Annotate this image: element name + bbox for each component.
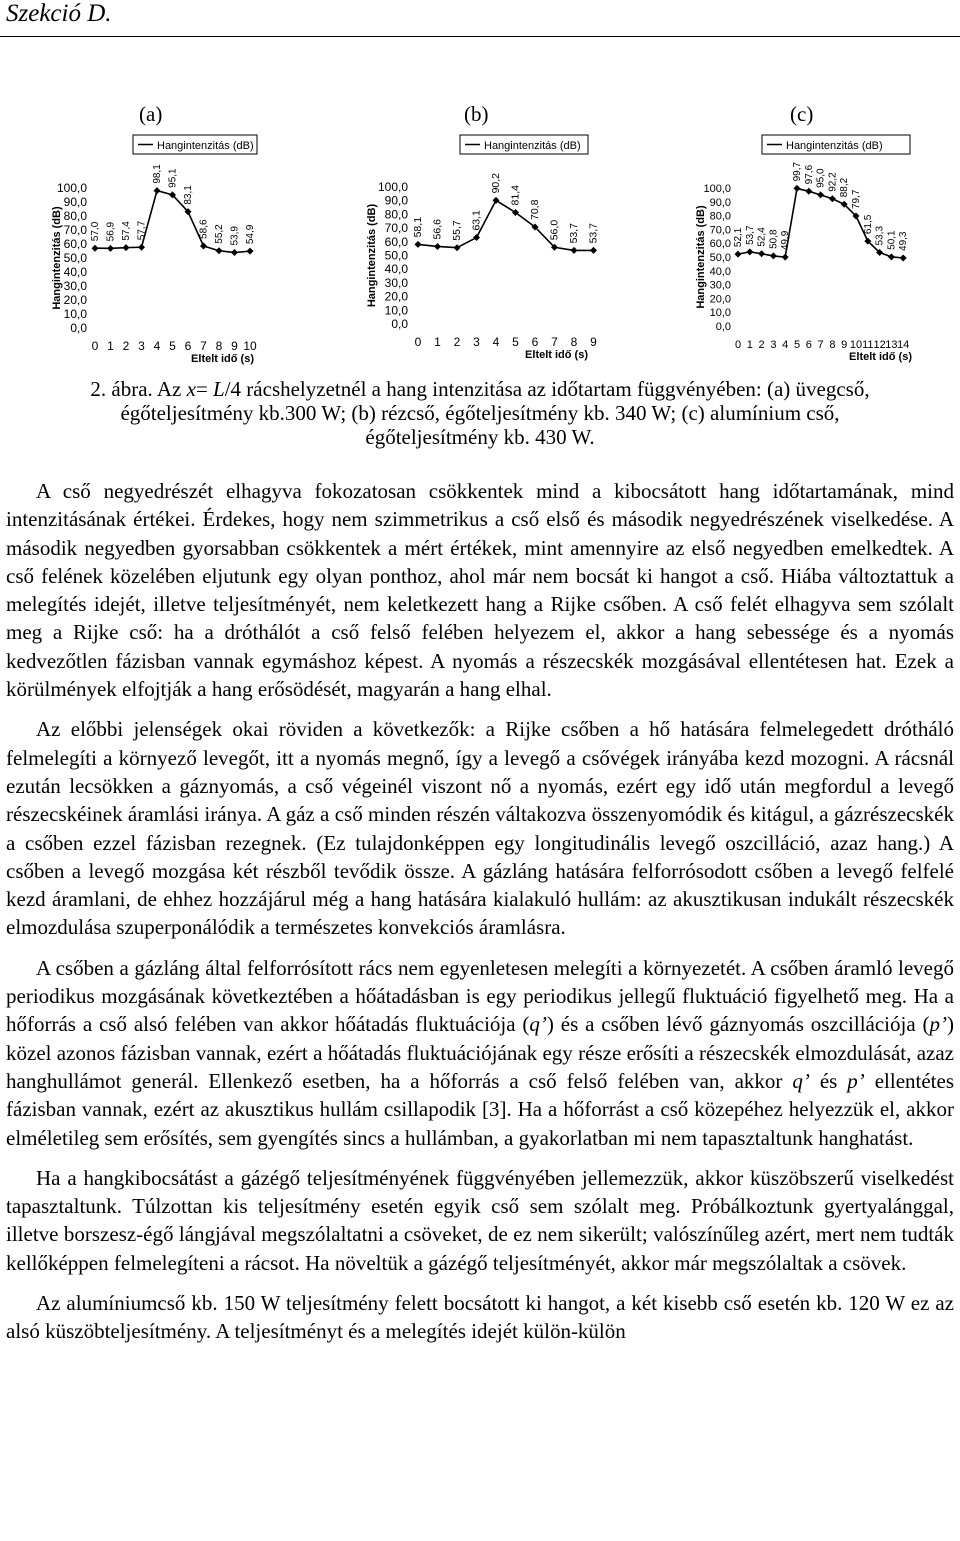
caption-line-1	[0, 377, 960, 401]
data-label: 49,9	[780, 230, 792, 251]
caption-text: /4 rácshelyzetnél a hang intenzitása az időtartam függvényében: (a) üvegcső,	[224, 377, 870, 401]
x-tick-label: 3	[473, 335, 480, 349]
data-label: 57,4	[121, 221, 132, 241]
caption-x-var: x	[186, 377, 196, 401]
data-label: 56,0	[548, 219, 561, 241]
data-label: 58,6	[198, 219, 210, 239]
data-point	[829, 195, 836, 202]
y-tick-label: 90,0	[63, 195, 87, 209]
paragraph-3-text: A csőben a gázláng által felforrósított rács nem egyenletesen melegíti a környezetét. A csőben áramló levegő periodikus mozgásának következtében a hőátadásban is egy periodikus jellegű fluktuáció figyelhető meg. Ha a hőforrás a cső alsó felében van akkor hőátadás fluktuációja (	[6, 955, 954, 1037]
y-tick-label: 50,0	[63, 251, 87, 265]
legend-label: Hangintenzitás (dB)	[786, 140, 883, 152]
x-tick-label: 10	[243, 339, 257, 353]
caption-text: Az	[156, 377, 187, 401]
y-tick-label: 30,0	[384, 275, 408, 290]
y-tick-label: 80,0	[63, 209, 87, 223]
section-header: Szekció D.	[6, 0, 112, 27]
data-label: 61,5	[862, 214, 874, 235]
x-tick-label: 0	[91, 339, 99, 353]
legend-label: Hangintenzitás (dB)	[484, 140, 581, 152]
y-tick-label: 100,0	[56, 181, 87, 195]
x-tick-label: 9	[841, 339, 848, 351]
data-label: 99,7	[792, 161, 803, 182]
y-tick-label: 80,0	[709, 210, 731, 223]
x-tick-label: 2	[758, 339, 765, 351]
x-tick-label: 4	[492, 335, 500, 349]
data-label: 95,1	[167, 168, 179, 188]
data-label: 90,2	[490, 172, 502, 194]
y-tick-label: 100,0	[377, 180, 408, 194]
x-tick-label: 11	[862, 339, 874, 351]
y-tick-label: 10,0	[384, 303, 408, 318]
data-point	[888, 253, 895, 260]
data-label: 54,9	[245, 224, 256, 245]
y-tick-label: 70,0	[709, 224, 731, 237]
y-tick-label: 60,0	[709, 238, 731, 251]
caption-line-2: égőteljesítmény kb.300 W; (b) rézcső, égőteljesítmény kb. 340 W; (c) alumínium cső,	[120, 401, 840, 425]
paragraph-3-text: és	[809, 1068, 848, 1093]
x-tick-label: 2	[453, 335, 461, 349]
paragraph-3	[6, 954, 954, 1152]
paragraph-2: Az előbbi jelenségek okai röviden a következők: a Rijke csőben a hő hatására felmelegedett drótháló felmelegíti a környező levegőt, itt a nyomás megnő, így a levegő a csővégek irányába kezd mozogni. A rácsnál ezután lecsökken a gáznyomás, a cső végeinél viszont nő a nyomás, ezért egy idő után megfordul a levegő részecskéinek áramlási iránya. A gáz a cső minden részén váltakozva összenyomódik és kitágul, a gázrészecskék a csőben ezzel fázisban rezegnek. (Ez tulajdonképpen egy longitudinális levegő oszcilláció, azaz hang.) A csőben a levegő mozgása két részből tevődik össze. A gázláng hatására felforrósodott csőben a levegő felfelé kezd áramlani, de ehhez hozzájárul még a hang hatására kialakuló hullám: az akusztikusan indukált részecskék elmozdulása szuperponálódik a természetes konvekciós áramlásra.	[6, 717, 954, 940]
data-point	[782, 254, 789, 261]
q-variable: q’	[792, 1068, 810, 1093]
paragraph-4: Ha a hangkibocsátást a gázégő teljesítményének függvényében jellemezzük, akkor küszöbszerű viselkedést tapasztaltunk. Túlzottan kis teljesítmény esetén egyik cső sem szólalt meg. Próbálkoztunk gyertyalánggal, illetve borszesz-égő lángjával megszólaltatni a csöveket, de ez nem sikerült; valószínűleg azért, mert nem tudták kellőképpen felmelegíteni a rácsot. Ha növeltük a gázégő teljesítményét, akkor már megszólaltak a csövek.	[6, 1165, 954, 1275]
y-tick-label: 70,0	[63, 223, 87, 237]
x-axis-label: Eltelt idő (s)	[849, 351, 912, 363]
x-tick-label: 5	[512, 335, 519, 349]
x-tick-label: 9	[231, 339, 238, 353]
data-label: 83,1	[183, 185, 194, 205]
y-tick-label: 80,0	[384, 207, 408, 222]
x-tick-label: 1	[107, 339, 114, 353]
data-label: 55,2	[214, 224, 225, 244]
x-tick-label: 3	[138, 339, 145, 353]
data-label: 79,7	[851, 189, 862, 210]
y-tick-label: 40,0	[709, 265, 731, 278]
data-label: 53,9	[229, 226, 241, 246]
y-tick-label: 70,0	[384, 221, 408, 236]
x-tick-label: 8	[215, 339, 223, 353]
p-variable: p’	[847, 1068, 865, 1093]
caption-line-3: égőteljesítmény kb. 430 W.	[365, 425, 595, 449]
y-tick-label: 10,0	[709, 307, 731, 320]
y-axis-label: Hangintenzitás (dB)	[51, 206, 63, 310]
caption-text: =	[195, 377, 214, 401]
data-label: 50,8	[768, 229, 780, 249]
data-label: 49,3	[898, 231, 910, 251]
body-text	[6, 477, 954, 1346]
data-label: 53,3	[874, 225, 886, 246]
y-tick-label: 30,0	[63, 279, 87, 293]
chart-c	[0, 0, 960, 380]
x-tick-label: 9	[590, 335, 597, 349]
x-axis-label: Eltelt idő (s)	[525, 349, 588, 361]
x-tick-label: 5	[169, 339, 176, 353]
data-label: 56,9	[105, 221, 117, 242]
data-label: 52,1	[733, 227, 744, 248]
data-label: 56,6	[431, 219, 444, 240]
data-label: 58,1	[412, 216, 424, 238]
data-label: 98,1	[152, 164, 163, 184]
y-tick-label: 0,0	[70, 321, 87, 335]
chart-a-label: (a)	[139, 102, 163, 126]
data-label: 97,6	[803, 164, 815, 185]
paragraph-3-text: ellentétes fázisban vannak, ezért az akusztikus hullám csillapodik [3]. Ha a hőforrást a cső közepéhez helyezzük el, akkor elméletileg sem erősítés, sem gyengítés sincs a hullámban, a gyakorlatban mi nem tapasztaltunk hanghatást.	[6, 1068, 955, 1150]
x-tick-label: 10	[849, 339, 863, 351]
y-tick-label: 90,0	[384, 193, 408, 208]
y-tick-label: 20,0	[709, 293, 731, 306]
x-tick-label: 6	[805, 339, 812, 351]
y-tick-label: 100,0	[703, 183, 731, 195]
chart-c-label: (c)	[790, 102, 814, 126]
y-tick-label: 20,0	[63, 293, 87, 307]
x-tick-label: 7	[817, 339, 824, 351]
data-label: 55,7	[451, 220, 463, 241]
figure-caption	[0, 377, 960, 449]
x-tick-label: 8	[570, 335, 578, 349]
x-tick-label: 4	[782, 339, 789, 351]
y-tick-label: 0,0	[391, 317, 408, 331]
x-tick-label: 1	[434, 335, 441, 349]
data-label: 50,1	[886, 230, 898, 250]
x-tick-label: 7	[200, 339, 207, 353]
data-label: 95,0	[815, 168, 827, 188]
x-tick-label: 8	[829, 339, 836, 351]
x-tick-label: 4	[153, 339, 161, 353]
data-label: 52,4	[756, 227, 768, 247]
data-label: 53,7	[587, 222, 600, 244]
data-label: 81,4	[509, 185, 522, 206]
y-tick-label: 90,0	[709, 196, 731, 209]
y-tick-label: 20,0	[384, 289, 408, 304]
x-axis-label: Eltelt idő (s)	[191, 353, 254, 365]
data-label: 92,2	[827, 172, 839, 192]
data-point	[805, 188, 812, 195]
y-tick-label: 40,0	[63, 265, 87, 279]
y-tick-label: 40,0	[384, 262, 408, 277]
x-tick-label: 12	[873, 339, 886, 351]
y-axis-label: Hangintenzitás (dB)	[366, 203, 378, 308]
x-tick-label: 6	[531, 335, 539, 349]
x-tick-label: 3	[770, 339, 777, 351]
y-axis-label: Hangintenzitás (dB)	[695, 205, 707, 309]
y-tick-label: 30,0	[709, 279, 731, 292]
y-tick-label: 60,0	[384, 234, 408, 249]
x-tick-label: 7	[551, 335, 558, 349]
data-point	[746, 248, 753, 255]
x-tick-label: 1	[746, 339, 753, 351]
data-label: 88,2	[839, 177, 851, 198]
data-label: 53,7	[568, 222, 580, 244]
paragraph-3-text: ) és a csőben lévő gáznyomás oszcillációja (	[546, 1012, 930, 1037]
data-label: 70,8	[529, 199, 541, 221]
data-point	[735, 251, 742, 258]
x-tick-label: 2	[122, 339, 130, 353]
legend-label: Hangintenzitás (dB)	[157, 140, 254, 152]
p-variable: p’	[929, 1012, 948, 1037]
y-tick-label: 10,0	[63, 307, 87, 321]
x-tick-label: 6	[184, 339, 192, 353]
x-tick-label: 13	[885, 339, 898, 351]
q-variable: q’	[529, 1012, 547, 1037]
caption-number: 2. ábra.	[90, 377, 153, 401]
y-tick-label: 60,0	[63, 237, 87, 251]
data-point	[758, 250, 765, 257]
x-tick-label: 5	[793, 339, 801, 351]
paragraph-5: Az alumíniumcső kb. 150 W teljesítmény felett bocsátott ki hangot, a két kisebb cső esetén kb. 120 W ez az alsó küszöbteljesítmény. A teljesítményt és a melegítés idejét külön-külön	[6, 1291, 954, 1344]
data-label: 57,7	[136, 220, 148, 241]
paragraph-1: A cső negyedrészét elhagyva fokozatosan csökkentek mind a kibocsátott hang időtartamának, mind intenzitásának értékei. Érdekes, hogy nem szimmetrikus a cső első és második negyedrészének viselkedése. A második negyedben gyorsabban csökkentek a mért értékek, mint amennyire az első negyedben emelkedtek. A cső felének közelében eljutunk egy olyan ponthoz, ahol már nem bocsát ki hangot a cső. Hiába változtattuk a melegítés idejét, illetve teljesítményét, nem keletkezett hang a Rijke csőben. A cső felét elhagyva sem szólalt meg a Rijke cső: ha a dróthálót a cső felső felében helyezem el, akkor a hang sebessége és a nyomás kedvezőtlen fázisban vannak egymáshoz képest. A nyomás a részecskék mozgásával ellentétesen hat. Ezek a körülmények elfojtják a hang erősödését, magyarán a hang elhal.	[6, 479, 954, 702]
x-tick-label: 0	[414, 335, 422, 349]
data-point	[794, 185, 801, 192]
paragraph-3-text: ) közel azonos fázisban vannak, ezért a hőátadás fluktuációjának egy része erősíti a részecskék elmozdulását, azaz hanghullámot generál. Ellenkező esetben, ha a hőforrás a cső felső felében van, akkor	[6, 1012, 955, 1093]
x-tick-label: 14	[897, 339, 910, 351]
data-label: 53,7	[744, 225, 756, 245]
data-point	[770, 252, 777, 259]
data-label: 63,1	[470, 210, 483, 231]
caption-l-var: L	[213, 377, 225, 401]
y-tick-label: 50,0	[709, 252, 731, 264]
chart-b-label: (b)	[464, 102, 489, 126]
data-point	[817, 191, 824, 198]
y-tick-label: 0,0	[715, 321, 731, 333]
x-tick-label: 0	[734, 339, 742, 351]
data-point	[900, 254, 907, 261]
y-tick-label: 50,0	[384, 248, 408, 263]
data-label: 57,0	[90, 221, 101, 242]
